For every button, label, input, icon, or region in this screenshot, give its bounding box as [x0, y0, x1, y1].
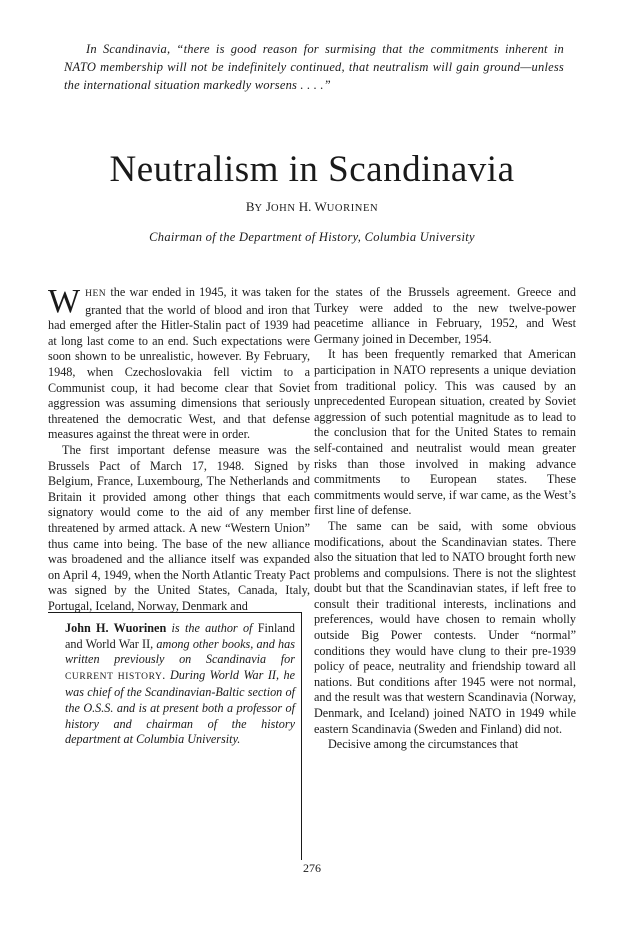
drop-cap: W	[48, 283, 81, 320]
lead-smallcaps: HEN	[85, 289, 107, 299]
author-bio	[65, 621, 295, 748]
byline-middle: H.	[298, 199, 312, 214]
byline-last-initial: W	[314, 199, 327, 214]
bio-author-name: John H. Wuorinen	[65, 621, 167, 635]
left-paragraph-1-text: the war ended in 1945, it was taken for granted that the world of blood and iron that had emerged after the Hitler-Stalin pact of 1939 had at long last come to an end. Such expectations were soon shown to be unrealistic, however. By February, 1948, when Czechoslovakia fell victim to a Communist coup, it had become clear that Soviet aggression was assuming dimensions that seriously threatened the democratic West, and that defense measures against the threat were in order.	[48, 285, 310, 442]
right-paragraph-1: the states of the Brussels agreement. Greece and Turkey were added to the new twelve-power peacetime alliance in February, 1952, and West Germany joined in December, 1954.	[314, 285, 576, 346]
bio-text-1: is the author of	[166, 621, 258, 635]
byline-by-rest: Y	[254, 203, 263, 214]
byline	[0, 199, 624, 215]
bio-book-title: Finland and World War II	[65, 621, 295, 651]
bio-text-2: , among other books, and has written previously on Scandinavia for	[65, 636, 295, 667]
byline-first-rest: OHN	[270, 203, 296, 214]
byline-by-initial: B	[245, 199, 255, 214]
bio-text-3: . During World War II, he was chief of the Scandinavian-Baltic section of the O.S.S. and is at present both a professor of history and chairman of the history department at Columbia University.	[65, 667, 295, 747]
left-paragraph-1	[48, 285, 310, 443]
byline-first-initial: J	[265, 199, 271, 214]
epigraph: In Scandinavia, “there is good reason for surmising that the commitments inherent in NATO membership will not be indefinitely continued, that neutralism will gain ground—unless the international situation markedly worsens . . . .”	[64, 42, 564, 92]
left-paragraph-2: The first important defense measure was the Brussels Pact of March 17, 1948. Signed by Belgium, France, Luxembourg, The Netherlands and Britain it provided among other things that each signatory would come to the aid of any member threatened by armed attack. A new “Western Union” thus came into being. The base of the new alliance was broadened and the alliance itself was expanded on April 4, 1949, when the North Atlantic Treaty Pact was signed by the United States, Canada, Italy, Portugal, Iceland, Norway, Denmark and	[48, 442, 310, 613]
right-paragraph-3: The same can be said, with some obvious modifications, about the Scandinavian states. There also the situation that led to NATO brought forth new problems and compulsions. There is not the slightest doubt but that the Scandinavian states, if left free to consult their traditional interests, inclinations and preferences, would have chosen to remain wholly outside Big Power contests. Under “normal” conditions they would have clung to their pre-1939 policy of peace, neutrality and friendship toward all nations. But conditions after 1945 were not normal, and the result was that western Scandinavia (Norway, Denmark, and Iceland) joined NATO in 1949 while eastern Scandinavia (Sweden and Finland) did not.	[314, 518, 576, 736]
right-paragraph-2: It has been frequently remarked that American participation in NATO represents a unique deviation from traditional policy. This was caused by an unprecedented European situation, created by Soviet aggression of such potential magnitude as to lead to the conclusion that for the United States to remain self-contained and neutralist would mean greater risks than those involved in making advance commitments to European states. These commitments would serve, if war came, as the West’s first line of defense.	[314, 347, 576, 518]
right-paragraph-4: Decisive among the circumstances that	[328, 737, 519, 752]
article-title: Neutralism in Scandinavia	[109, 149, 515, 190]
right-column	[314, 285, 576, 753]
left-column	[48, 285, 310, 614]
page-number: 276	[303, 861, 321, 875]
bio-magazine-name: CURRENT HISTORY	[65, 671, 163, 682]
author-affiliation: Chairman of the Department of History, Columbia University	[149, 230, 475, 244]
byline-last-rest: UORINEN	[326, 203, 379, 214]
